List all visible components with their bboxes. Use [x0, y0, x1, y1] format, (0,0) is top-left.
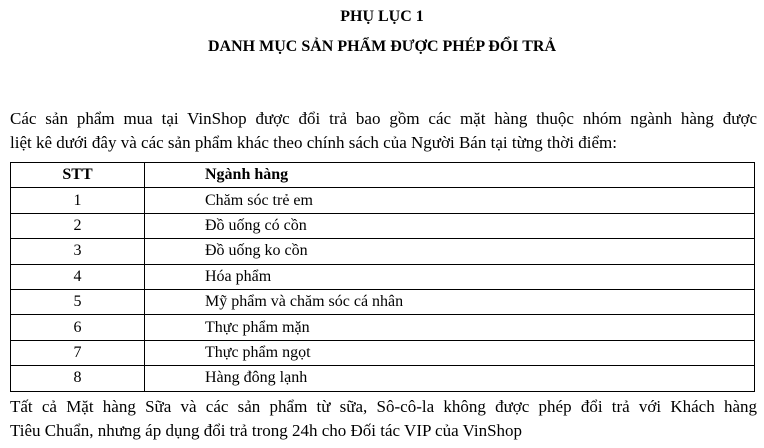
appendix-title: PHỤ LỤC 1: [340, 8, 424, 25]
category-table: [10, 162, 755, 392]
row-stt: 5: [11, 289, 145, 314]
closing-paragraph: [10, 395, 757, 443]
row-stt: 3: [11, 239, 145, 264]
table-row: [11, 366, 755, 391]
row-stt: 1: [11, 188, 145, 213]
intro-line-2: liệt kê dưới đây và các sản phẩm khác theo chính sách của Người Bán tại từng thời điểm:: [10, 133, 617, 152]
row-category: Hóa phẩm: [145, 264, 755, 289]
table-row: [11, 239, 755, 264]
closing-line-2: Tiêu Chuẩn, nhưng áp dụng đổi trả trong 24h cho Đối tác VIP của VinShop: [10, 421, 523, 440]
row-category: Mỹ phẩm và chăm sóc cá nhân: [145, 289, 755, 314]
row-stt: 7: [11, 340, 145, 365]
table-row: [11, 340, 755, 365]
table-row: [11, 289, 755, 314]
table-row: [11, 264, 755, 289]
header-stt: STT: [11, 163, 145, 188]
table-row: [11, 188, 755, 213]
row-category: Đồ uống ko cồn: [145, 239, 755, 264]
row-stt: 4: [11, 264, 145, 289]
intro-paragraph: [10, 107, 757, 155]
row-stt: 6: [11, 315, 145, 340]
table-row: [11, 315, 755, 340]
row-stt: 2: [11, 213, 145, 238]
table-row: [11, 213, 755, 238]
intro-line-1: Các sản phẩm mua tại VinShop được đổi trả bao gồm các mặt hàng thuộc nhóm ngành hàng được: [10, 109, 757, 128]
header-category: Ngành hàng: [145, 163, 755, 188]
row-category: Chăm sóc trẻ em: [145, 188, 755, 213]
closing-line-1: Tất cả Mặt hàng Sữa và các sản phẩm từ sữa, Sô-cô-la không được phép đổi trả với Khách hàng: [10, 397, 757, 416]
row-category: Đồ uống có cồn: [145, 213, 755, 238]
appendix-subtitle: DANH MỤC SẢN PHẨM ĐƯỢC PHÉP ĐỔI TRẢ: [208, 38, 556, 55]
table-header-row: [11, 163, 755, 188]
row-stt: 8: [11, 366, 145, 391]
row-category: Thực phẩm ngọt: [145, 340, 755, 365]
row-category: Thực phẩm mặn: [145, 315, 755, 340]
row-category: Hàng đông lạnh: [145, 366, 755, 391]
